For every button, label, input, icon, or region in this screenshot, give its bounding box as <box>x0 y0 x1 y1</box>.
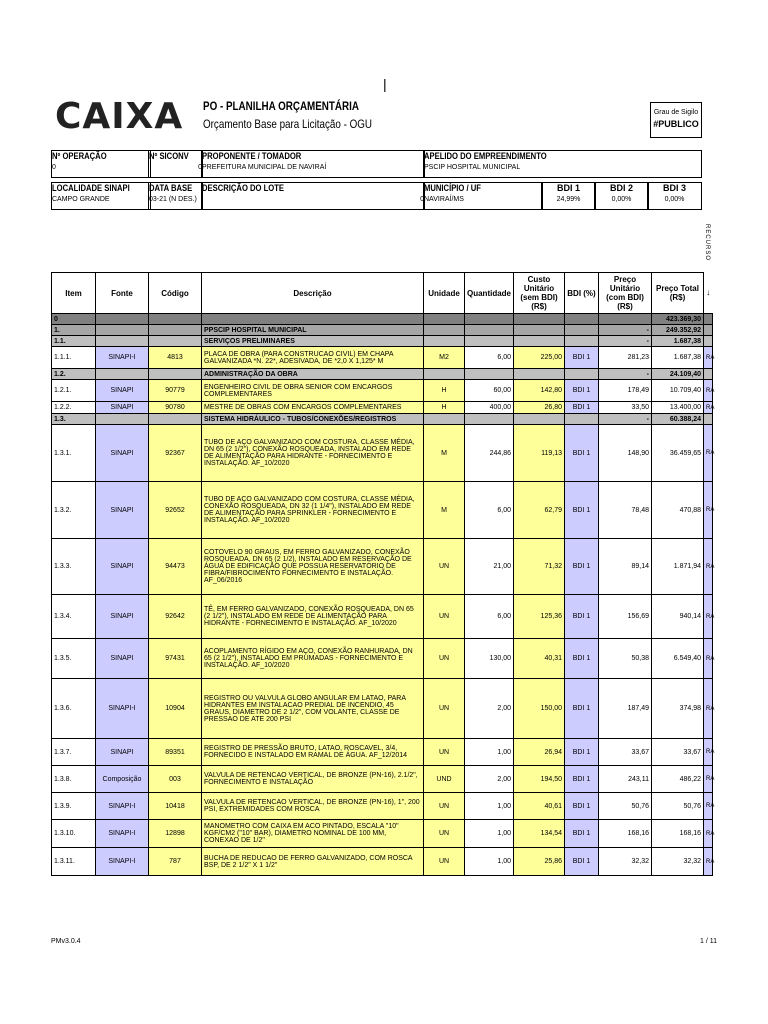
cell-custo: 71,32 <box>514 539 565 595</box>
cell-codigo: 89351 <box>149 739 202 766</box>
document-subtitle: Orçamento Base para Licitação - OGU <box>203 117 372 131</box>
col-preco-total: Preço Total (R$) <box>652 273 704 314</box>
col-arrow: ↓ <box>704 273 713 314</box>
cell-preco-unit: 32,32 <box>599 848 652 876</box>
bdi3-label: BDI 3 <box>662 183 686 193</box>
cell-item: 1.1. <box>52 336 96 347</box>
cell-codigo <box>149 369 202 380</box>
cell-quantidade: 1,00 <box>465 739 514 766</box>
cell-custo: 25,86 <box>514 848 565 876</box>
cell-quantidade <box>465 414 514 425</box>
info-lote <box>201 182 425 210</box>
cell-codigo: 92642 <box>149 595 202 639</box>
cell-quantidade: 6,00 <box>465 595 514 639</box>
cell-recurso: RA <box>704 402 713 414</box>
cell-fonte <box>96 314 149 325</box>
cell-recurso: RA <box>704 425 713 482</box>
cell-codigo: 787 <box>149 848 202 876</box>
localidade-value: CAMPO GRANDE <box>52 196 110 203</box>
cell-preco-unit: 243,11 <box>599 766 652 793</box>
cell-preco-total: 423.369,30 <box>652 314 704 325</box>
cell-fonte: Composição <box>96 766 149 793</box>
cell-preco-total: 1.871,94 <box>652 539 704 595</box>
cell-bdi: BDI 1 <box>565 820 599 848</box>
cell-preco-total: 168,16 <box>652 820 704 848</box>
cell-codigo <box>149 414 202 425</box>
col-descricao: Descrição <box>202 273 424 314</box>
cell-codigo <box>149 314 202 325</box>
table-group-row <box>52 414 713 425</box>
cell-recurso <box>704 336 713 347</box>
cell-item: 1.3.7. <box>52 739 96 766</box>
bdi2-value: 0,00% <box>611 196 632 203</box>
cell-unidade: UN <box>424 539 465 595</box>
col-custo: Custo Unitário (sem BDI) (R$) <box>514 273 565 314</box>
cell-unidade <box>424 369 465 380</box>
table-group-row <box>52 314 713 325</box>
cell-preco-total: 6.549,40 <box>652 639 704 679</box>
cell-unidade <box>424 314 465 325</box>
cell-quantidade <box>465 336 514 347</box>
cell-quantidade: 1,00 <box>465 820 514 848</box>
cell-codigo: 90779 <box>149 380 202 402</box>
table-row <box>52 820 713 848</box>
cell-descricao: TÊ, EM FERRO GALVANIZADO, CONEXÃO ROSQUEADA, DN 65 (2 1/2"), INSTALADO EM REDE DE ALIMENTAÇÃO PARA HIDRANTE - FORNECIMENTO E INSTALAÇÃO. AF_10/2020 <box>202 595 424 639</box>
proponente-label: PROPONENTE / TOMADOR <box>202 151 302 161</box>
cell-preco-total: 32,32 <box>652 848 704 876</box>
cell-fonte <box>96 369 149 380</box>
col-unidade: Unidade <box>424 273 465 314</box>
cell-quantidade <box>465 369 514 380</box>
info-apelido <box>423 150 702 178</box>
cell-descricao: MANOMETRO COM CAIXA EM ACO PINTADO, ESCALA "10" KGF/CM2 ("10" BAR), DIAMETRO NOMINAL DE 100 MM, CONEXAO DE 1/2" <box>202 820 424 848</box>
cell-preco-unit: 156,69 <box>599 595 652 639</box>
cell-bdi <box>565 369 599 380</box>
table-row <box>52 739 713 766</box>
cell-unidade <box>424 414 465 425</box>
cell-fonte: SINAPI-I <box>96 820 149 848</box>
info-siconv <box>148 150 203 178</box>
cell-unidade: UN <box>424 679 465 739</box>
cell-recurso: RA <box>704 380 713 402</box>
apelido-value: PSCIP HOSPITAL MUNICIPAL <box>424 164 521 171</box>
cell-descricao: SISTEMA HIDRÁULICO - TUBOS/CONEXÕES/REGISTROS <box>202 414 424 425</box>
cell-preco-unit: - <box>599 336 652 347</box>
col-item: Item <box>52 273 96 314</box>
cell-quantidade: 400,00 <box>465 402 514 414</box>
cell-recurso: RA <box>704 639 713 679</box>
cell-fonte: SINAPI <box>96 402 149 414</box>
cell-custo: 150,00 <box>514 679 565 739</box>
cell-unidade: UND <box>424 766 465 793</box>
recurso-side-label: RECURSO <box>704 224 710 262</box>
cell-custo <box>514 336 565 347</box>
cell-fonte: SINAPI-I <box>96 679 149 739</box>
lote-label: DESCRIÇÃO DO LOTE <box>202 183 285 193</box>
cell-recurso: RA <box>704 739 713 766</box>
table-header-row <box>52 273 713 314</box>
cell-preco-total: 486,22 <box>652 766 704 793</box>
cell-codigo: 92367 <box>149 425 202 482</box>
cell-recurso <box>704 369 713 380</box>
cell-bdi: BDI 1 <box>565 793 599 820</box>
cell-bdi <box>565 325 599 336</box>
cell-custo <box>514 369 565 380</box>
cell-preco-total: 1.687,38 <box>652 347 704 369</box>
cell-descricao: BUCHA DE REDUCAO DE FERRO GALVANIZADO, COM ROSCA BSP, DE 2 1/2" X 1 1/2" <box>202 848 424 876</box>
cell-recurso: RA <box>704 482 713 539</box>
cell-bdi: BDI 1 <box>565 402 599 414</box>
info-proponente <box>201 150 425 178</box>
table-row <box>52 679 713 739</box>
caixa-logo: CAIXA <box>55 96 184 137</box>
cell-custo: 26,80 <box>514 402 565 414</box>
cell-quantidade: 2,00 <box>465 679 514 739</box>
table-row <box>52 595 713 639</box>
cell-item: 1.2.2. <box>52 402 96 414</box>
cell-descricao: MESTRE DE OBRAS COM ENCARGOS COMPLEMENTARES <box>202 402 424 414</box>
bdi2-label: BDI 2 <box>609 183 633 193</box>
footer-page: 1 / 11 <box>700 938 717 945</box>
document-title: PO - PLANILHA ORÇAMENTÁRIA <box>203 99 359 113</box>
cell-custo: 194,50 <box>514 766 565 793</box>
cell-descricao: SERVIÇOS PRELIMINARES <box>202 336 424 347</box>
cell-custo: 62,79 <box>514 482 565 539</box>
cell-quantidade <box>465 325 514 336</box>
cell-preco-unit: 168,16 <box>599 820 652 848</box>
cell-preco-total: 24.109,40 <box>652 369 704 380</box>
table-row <box>52 482 713 539</box>
cell-preco-total: 60.388,24 <box>652 414 704 425</box>
cell-descricao: VALVULA DE RETENCAO VERTICAL, DE BRONZE (PN-16), 2.1/2", FORNECIMENTO E INSTALAÇÃO <box>202 766 424 793</box>
cell-fonte: SINAPI <box>96 639 149 679</box>
cell-preco-unit: 78,48 <box>599 482 652 539</box>
data-base-value: 03-21 (N DES.) <box>149 196 197 203</box>
cell-fonte: SINAPI-I <box>96 793 149 820</box>
cell-item: 1.3.4. <box>52 595 96 639</box>
cell-codigo: 10904 <box>149 679 202 739</box>
sigilo-label: Grau de Sigilo <box>653 109 699 116</box>
table-group-row <box>52 369 713 380</box>
col-codigo: Código <box>149 273 202 314</box>
cell-unidade: UN <box>424 793 465 820</box>
cell-bdi <box>565 314 599 325</box>
cell-recurso <box>704 314 713 325</box>
cell-bdi: BDI 1 <box>565 639 599 679</box>
cell-custo: 40,31 <box>514 639 565 679</box>
cell-bdi: BDI 1 <box>565 539 599 595</box>
cell-custo: 125,36 <box>514 595 565 639</box>
cell-descricao: TUBO DE AÇO GALVANIZADO COM COSTURA, CLASSE MÉDIA, DN 65 (2 1/2"), CONEXÃO ROSQUEADA, INSTALADO EM REDE DE ALIMENTAÇÃO PARA HIDRANTE - FORNECIMENTO E INSTALAÇÃO. AF_10/2020 <box>202 425 424 482</box>
cell-preco-total: 470,88 <box>652 482 704 539</box>
cell-descricao: ADMINISTRAÇÃO DA OBRA <box>202 369 424 380</box>
table-row <box>52 848 713 876</box>
cell-unidade <box>424 336 465 347</box>
cell-descricao <box>202 314 424 325</box>
cell-preco-unit: - <box>599 414 652 425</box>
footer-version: PMv3.0.4 <box>51 938 81 945</box>
cell-fonte <box>96 325 149 336</box>
cell-item: 1.3.1. <box>52 425 96 482</box>
cell-unidade: M <box>424 482 465 539</box>
cell-unidade: UN <box>424 595 465 639</box>
cell-quantidade: 1,00 <box>465 793 514 820</box>
cell-descricao: TUBO DE AÇO GALVANIZADO COM COSTURA, CLASSE MÉDIA, CONEXÃO ROSQUEADA, DN 32 (1 1/4"), INSTALADO EM REDE DE ALIMENTAÇÃO PARA SPRINKLER - FORNECIMENTO E INSTALAÇÃO. AF_10/2020 <box>202 482 424 539</box>
data-base-label: DATA BASE <box>149 183 193 193</box>
cell-unidade: M2 <box>424 347 465 369</box>
cell-bdi: BDI 1 <box>565 739 599 766</box>
cell-recurso: RA <box>704 539 713 595</box>
cell-descricao: VALVULA DE RETENCAO VERTICAL, DE BRONZE (PN-16), 1", 200 PSI, EXTREMIDADES COM ROSCA <box>202 793 424 820</box>
cell-codigo: 10418 <box>149 793 202 820</box>
cell-recurso: RA <box>704 820 713 848</box>
cell-descricao: REGISTRO OU VALVULA GLOBO ANGULAR EM LATAO, PARA HIDRANTES EM INSTALACAO PREDIAL DE INCENDIO, 45 GRAUS, DIAMETRO DE 2 1/2", COM VOLANTE, CLASSE DE PRESSAO DE ATE 200 PSI <box>202 679 424 739</box>
cell-fonte: SINAPI <box>96 482 149 539</box>
cell-quantidade: 21,00 <box>465 539 514 595</box>
cell-fonte: SINAPI <box>96 380 149 402</box>
table-row <box>52 380 713 402</box>
cell-item: 1.1.1. <box>52 347 96 369</box>
cell-recurso: RA <box>704 848 713 876</box>
cell-preco-total: 249.352,92 <box>652 325 704 336</box>
operacao-value: 0 <box>52 164 56 171</box>
cell-codigo: 94473 <box>149 539 202 595</box>
cell-fonte <box>96 336 149 347</box>
info-data-base <box>148 182 203 210</box>
cell-descricao: COTOVELO 90 GRAUS, EM FERRO GALVANIZADO, CONEXÃO ROSQUEADA, DN 65 (2 1/2), INSTALADO EM RESERVAÇÃO DE ÁGUA DE EDIFICAÇÃO QUE POSSUA RESERVATÓRIO DE FIBRA/FIBROCIMENTO FORNECIMENTO E INSTALAÇÃO. AF_06/2016 <box>202 539 424 595</box>
cell-preco-unit: 89,14 <box>599 539 652 595</box>
cell-descricao: ENGENHEIRO CIVIL DE OBRA SENIOR COM ENCARGOS COMPLEMENTARES <box>202 380 424 402</box>
cell-fonte: SINAPI <box>96 595 149 639</box>
cell-item: 1.3.8. <box>52 766 96 793</box>
cell-item: 1.3.11. <box>52 848 96 876</box>
cell-recurso: RA <box>704 347 713 369</box>
col-quantidade: Quantidade <box>465 273 514 314</box>
cell-custo: 134,54 <box>514 820 565 848</box>
table-row <box>52 766 713 793</box>
table-body <box>52 314 713 876</box>
cell-item: 1.3. <box>52 414 96 425</box>
cell-unidade: UN <box>424 848 465 876</box>
cell-item: 1.3.6. <box>52 679 96 739</box>
siconv-label: Nº SICONV <box>149 151 189 161</box>
cell-preco-unit: 33,67 <box>599 739 652 766</box>
cell-preco-unit: 50,38 <box>599 639 652 679</box>
cell-unidade: H <box>424 380 465 402</box>
localidade-label: LOCALIDADE SINAPI <box>52 183 130 193</box>
cell-descricao: ACOPLAMENTO RÍGIDO EM AÇO, CONEXÃO RANHURADA, DN 65 (2 1/2"), INSTALADO EM PRUMADAS - FORNECIMENTO E INSTALAÇÃO. AF_10/2020 <box>202 639 424 679</box>
cell-unidade: H <box>424 402 465 414</box>
cell-recurso <box>704 414 713 425</box>
cell-bdi: BDI 1 <box>565 380 599 402</box>
proponente-value: PREFEITURA MUNICIPAL DE NAVIRAÍ <box>202 164 327 171</box>
cell-custo <box>514 314 565 325</box>
table-row <box>52 539 713 595</box>
cell-codigo: 12898 <box>149 820 202 848</box>
cell-codigo: 90780 <box>149 402 202 414</box>
info-bdi2 <box>594 182 649 210</box>
bdi3-value: 0,00% <box>664 196 685 203</box>
cell-quantidade: 130,00 <box>465 639 514 679</box>
sigilo-box <box>650 102 702 138</box>
cell-preco-total: 36.459,65 <box>652 425 704 482</box>
cell-quantidade: 60,00 <box>465 380 514 402</box>
cell-preco-unit: - <box>599 325 652 336</box>
col-preco-unit: Preço Unitário (com BDI) (R$) <box>599 273 652 314</box>
sigilo-value: #PUBLICO <box>653 119 699 129</box>
cell-bdi <box>565 336 599 347</box>
bdi1-value: 24,99% <box>556 196 581 203</box>
cell-bdi: BDI 1 <box>565 482 599 539</box>
cell-descricao: PLACA DE OBRA (PARA CONSTRUCAO CIVIL) EM CHAPA GALVANIZADA *N. 22*, ADESIVADA, DE *2,0 X 1,125* M <box>202 347 424 369</box>
cell-item: 1.3.3. <box>52 539 96 595</box>
cell-codigo: 92652 <box>149 482 202 539</box>
info-bdi1 <box>541 182 596 210</box>
cell-quantidade: 6,00 <box>465 347 514 369</box>
cell-fonte: SINAPI-I <box>96 848 149 876</box>
info-localidade <box>51 182 151 210</box>
cell-item: 1.3.5. <box>52 639 96 679</box>
info-bdi3 <box>647 182 702 210</box>
cell-preco-total: 10.709,40 <box>652 380 704 402</box>
bdi1-label: BDI 1 <box>556 183 580 193</box>
cell-unidade: UN <box>424 820 465 848</box>
cell-preco-unit: - <box>599 369 652 380</box>
cell-unidade: UN <box>424 639 465 679</box>
cell-custo: 26,94 <box>514 739 565 766</box>
col-fonte: Fonte <box>96 273 149 314</box>
cell-codigo <box>149 325 202 336</box>
cell-codigo: 003 <box>149 766 202 793</box>
cell-preco-total: 374,98 <box>652 679 704 739</box>
cell-fonte: SINAPI <box>96 539 149 595</box>
info-municipio <box>423 182 543 210</box>
cell-recurso <box>704 325 713 336</box>
col-bdi: BDI (%) <box>565 273 599 314</box>
cell-preco-unit: 281,23 <box>599 347 652 369</box>
cell-fonte: SINAPI <box>96 739 149 766</box>
cell-bdi: BDI 1 <box>565 679 599 739</box>
cell-quantidade: 6,00 <box>465 482 514 539</box>
cell-preco-unit: 187,49 <box>599 679 652 739</box>
cell-recurso: RA <box>704 595 713 639</box>
cell-quantidade <box>465 314 514 325</box>
cell-quantidade: 2,00 <box>465 766 514 793</box>
cell-bdi: BDI 1 <box>565 848 599 876</box>
cell-fonte <box>96 414 149 425</box>
cell-custo: 225,00 <box>514 347 565 369</box>
cell-preco-unit: 33,50 <box>599 402 652 414</box>
cell-descricao: PPSCIP HOSPITAL MUNICIPAL <box>202 325 424 336</box>
cell-unidade: UN <box>424 739 465 766</box>
cell-descricao: REGISTRO DE PRESSÃO BRUTO, LATAO, ROSCAVEL, 3/4, FORNECIDO E INSTALADO EM RAMAL DE ÁGUA. AF_12/2014 <box>202 739 424 766</box>
cell-preco-total: 1.687,38 <box>652 336 704 347</box>
cell-fonte: SINAPI-I <box>96 347 149 369</box>
municipio-value: NAVIRAÍ/MS <box>424 196 464 203</box>
text-cursor: | <box>383 76 387 92</box>
cell-recurso: RA <box>704 679 713 739</box>
cell-custo: 142,80 <box>514 380 565 402</box>
cell-item: 1.3.10. <box>52 820 96 848</box>
cell-bdi: BDI 1 <box>565 766 599 793</box>
table-row <box>52 639 713 679</box>
lote-value: 0 <box>420 196 424 203</box>
cell-preco-total: 940,14 <box>652 595 704 639</box>
cell-custo <box>514 414 565 425</box>
cell-custo: 119,13 <box>514 425 565 482</box>
cell-preco-unit: 148,90 <box>599 425 652 482</box>
cell-bdi: BDI 1 <box>565 595 599 639</box>
cell-bdi: BDI 1 <box>565 425 599 482</box>
cell-custo <box>514 325 565 336</box>
apelido-label: APELIDO DO EMPREENDIMENTO <box>424 151 547 161</box>
cell-fonte: SINAPI <box>96 425 149 482</box>
cell-quantidade: 244,86 <box>465 425 514 482</box>
cell-preco-unit: 50,76 <box>599 793 652 820</box>
table-row <box>52 425 713 482</box>
municipio-label: MUNICÍPIO / UF <box>424 183 481 193</box>
table-group-row <box>52 325 713 336</box>
cell-recurso: RA <box>704 793 713 820</box>
cell-codigo <box>149 336 202 347</box>
cell-preco-total: 13.400,00 <box>652 402 704 414</box>
siconv-value: 0 <box>198 164 202 171</box>
cell-preco-unit: 178,49 <box>599 380 652 402</box>
cell-preco-unit <box>599 314 652 325</box>
cell-bdi <box>565 414 599 425</box>
cell-item: 1.3.2. <box>52 482 96 539</box>
table-row <box>52 793 713 820</box>
cell-codigo: 4813 <box>149 347 202 369</box>
cell-custo: 40,61 <box>514 793 565 820</box>
table-row <box>52 402 713 414</box>
table-row <box>52 347 713 369</box>
cell-item: 0 <box>52 314 96 325</box>
cell-unidade: M <box>424 425 465 482</box>
cell-codigo: 97431 <box>149 639 202 679</box>
cell-preco-total: 33,67 <box>652 739 704 766</box>
cell-item: 1.2. <box>52 369 96 380</box>
cell-item: 1.2.1. <box>52 380 96 402</box>
cell-item: 1.3.9. <box>52 793 96 820</box>
cell-preco-total: 50,76 <box>652 793 704 820</box>
cell-bdi: BDI 1 <box>565 347 599 369</box>
cell-unidade <box>424 325 465 336</box>
budget-table <box>51 272 713 876</box>
cell-quantidade: 1,00 <box>465 848 514 876</box>
cell-item: 1. <box>52 325 96 336</box>
table-group-row <box>52 336 713 347</box>
operacao-label: Nº OPERAÇÃO <box>52 151 107 161</box>
info-operacao <box>51 150 151 178</box>
cell-recurso: RA <box>704 766 713 793</box>
